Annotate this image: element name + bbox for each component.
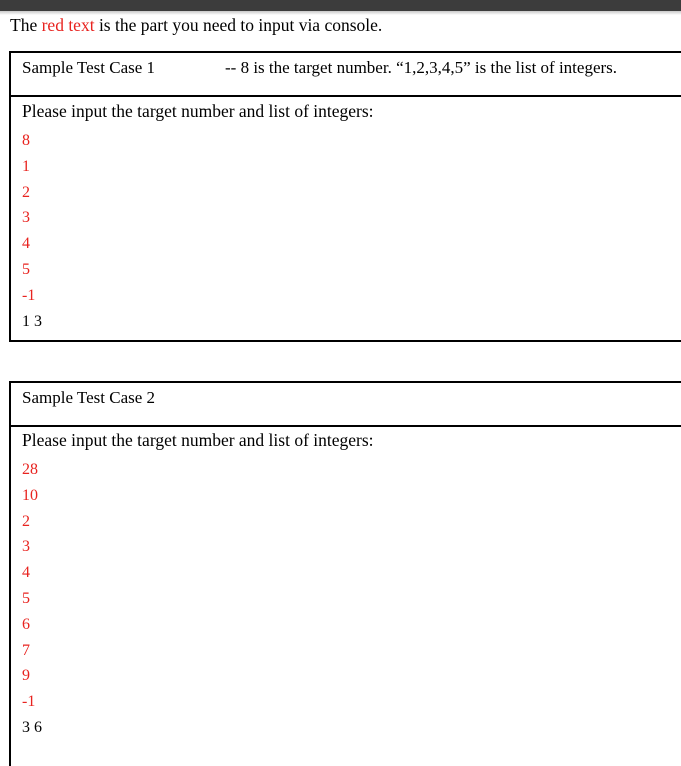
console-output-line: 3 6 [22,718,42,736]
console-input-line: 7 [22,641,30,659]
console-input-line: 9 [22,667,30,685]
console-input-line: 5 [22,260,30,278]
case-header [11,53,681,97]
console-input-line: 2 [22,512,30,530]
console-input-line: 6 [22,615,30,633]
console-input-line: 10 [22,486,38,504]
console-input-line: -1 [22,693,36,711]
console-input-line: 3 [22,538,30,556]
console-input-line: 8 [22,132,30,149]
console-input-line: 5 [22,589,30,607]
console-input-line: 3 [22,209,30,227]
case-header [11,383,681,427]
top-bar [0,0,681,11]
case-title: Sample Test Case 2 [22,388,156,407]
console-input-line: 28 [22,461,38,478]
sample-test-case-1 [9,51,681,342]
console-output-line: 1 3 [22,312,42,330]
console-prompt: Please input the target number and list of integers: [22,101,374,121]
console-input-line: 4 [22,564,30,582]
intro-after: is the part you need to input via console. [94,15,383,35]
console-input-line: -1 [22,286,36,304]
console-prompt: Please input the target number and list of integers: [22,430,374,450]
console-input-line: 1 [22,157,30,175]
console-lines [22,130,42,336]
case-note: -- 8 is the target number. “1,2,3,4,5” is the list of integers. [225,58,618,77]
intro-before: The [10,15,42,35]
console-lines [22,459,42,743]
case-title: Sample Test Case 1 [22,58,156,77]
sample-test-case-2 [9,381,681,766]
intro-text [10,14,382,36]
console-input-line: 2 [22,183,30,201]
intro-red-text: red text [41,15,95,35]
console-input-line: 4 [22,235,30,253]
